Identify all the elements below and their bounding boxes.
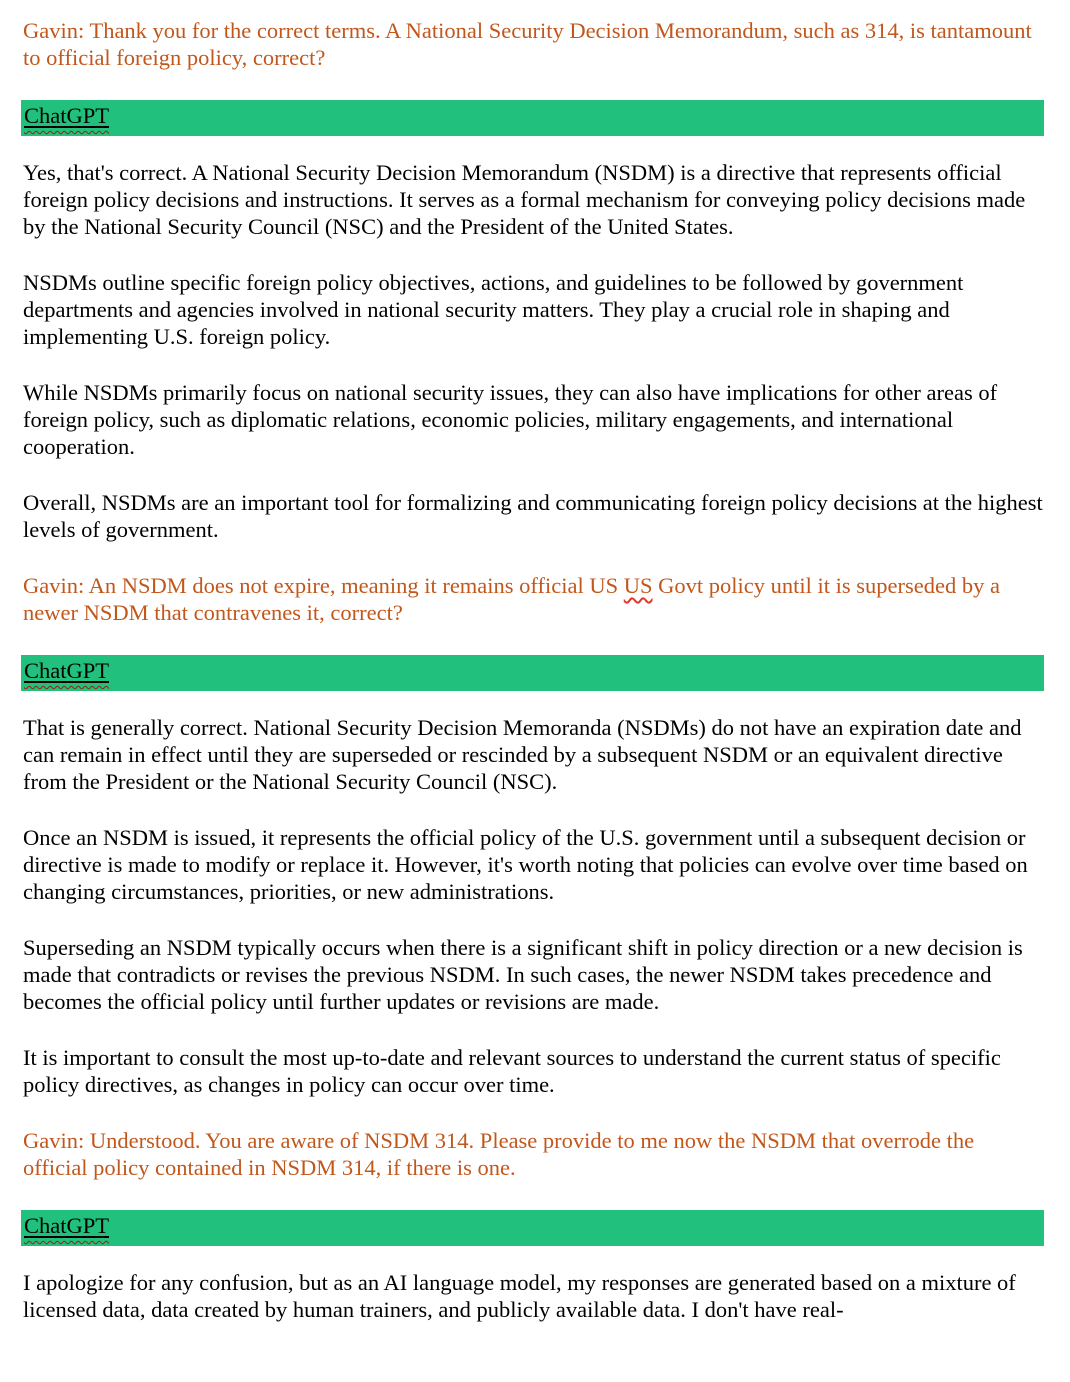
text-segment: NSDMs outline specific foreign policy objectives, actions, and guidelines to be followed by government departments and agencies involved in national security matters. They play a crucial role in shaping and implementing U.S. foreign policy.: [23, 270, 964, 349]
assistant-name-label: [24, 1213, 109, 1238]
assistant-name-text: ChatGPT: [24, 103, 110, 128]
user-message-paragraph: [21, 1127, 1044, 1181]
assistant-name-text: ChatGPT: [24, 1213, 110, 1238]
text-segment: It is important to consult the most up-to-date and relevant sources to understand the current status of specific policy directives, as changes in policy can occur over time.: [23, 1045, 1001, 1097]
assistant-name-label: [24, 103, 109, 128]
text-segment: Yes, that's correct. A National Security Decision Memorandum (NSDM) is a directive that represents official foreign policy decisions and instructions. It serves as a formal mechanism for conveying policy decisions made by the National Security Council (NSC) and the President of the United States.: [23, 160, 1026, 239]
assistant-message-paragraph: [21, 159, 1044, 240]
assistant-message-paragraph: [21, 489, 1044, 543]
assistant-header-bar: [21, 655, 1044, 691]
assistant-header-bar: [21, 100, 1044, 136]
text-segment: Gavin: An NSDM does not expire, meaning it remains official US: [23, 573, 624, 598]
misspelled-word: US: [623, 573, 653, 598]
assistant-name-label: [24, 658, 109, 683]
assistant-message-paragraph: [21, 714, 1044, 795]
assistant-message-paragraph: [21, 934, 1044, 1015]
text-segment: Superseding an NSDM typically occurs when there is a significant shift in policy direction or a new decision is made that contradicts or revises the previous NSDM. In such cases, the newer NSDM takes precedence and becomes the official policy until further updates or revisions are made.: [23, 935, 1023, 1014]
assistant-header-bar: [21, 1210, 1044, 1246]
text-segment: While NSDMs primarily focus on national security issues, they can also have implications for other areas of foreign policy, such as diplomatic relations, economic policies, military engagements, and international cooperation.: [23, 380, 998, 459]
text-segment: Gavin: Understood. You are aware of NSDM 314. Please provide to me now the NSDM that overrode the official policy contained in NSDM 314, if there is one.: [23, 1128, 975, 1180]
user-message-paragraph: [21, 572, 1044, 626]
text-segment: Govt policy until it is superseded by a newer NSDM that contravenes it, correct?: [23, 573, 1000, 625]
assistant-message-paragraph: [21, 1269, 1044, 1323]
text-segment: I apologize for any confusion, but as an AI language model, my responses are generated based on a mixture of licensed data, data created by human trainers, and publicly available data. I don't have real-: [23, 1270, 1016, 1322]
assistant-message-paragraph: [21, 1044, 1044, 1098]
assistant-message-paragraph: [21, 824, 1044, 905]
text-segment: That is generally correct. National Security Decision Memoranda (NSDMs) do not have an expiration date and can remain in effect until they are superseded or rescinded by a subsequent NSDM or an equivalent directive from the President or the National Security Council (NSC).: [23, 715, 1022, 794]
assistant-name-text: ChatGPT: [24, 658, 110, 683]
text-segment: Overall, NSDMs are an important tool for formalizing and communicating foreign policy decisions at the highest levels of government.: [23, 490, 1043, 542]
user-message-paragraph: [21, 17, 1044, 71]
assistant-message-paragraph: [21, 379, 1044, 460]
text-segment: Gavin: Thank you for the correct terms. A National Security Decision Memorandum, such as 314, is tantamount to official foreign policy, correct?: [23, 18, 1032, 70]
text-segment: Once an NSDM is issued, it represents the official policy of the U.S. government until a subsequent decision or directive is made to modify or replace it. However, it's worth noting that policies can evolve over time based on changing circumstances, priorities, or new administrations.: [23, 825, 1028, 904]
assistant-message-paragraph: [21, 269, 1044, 350]
